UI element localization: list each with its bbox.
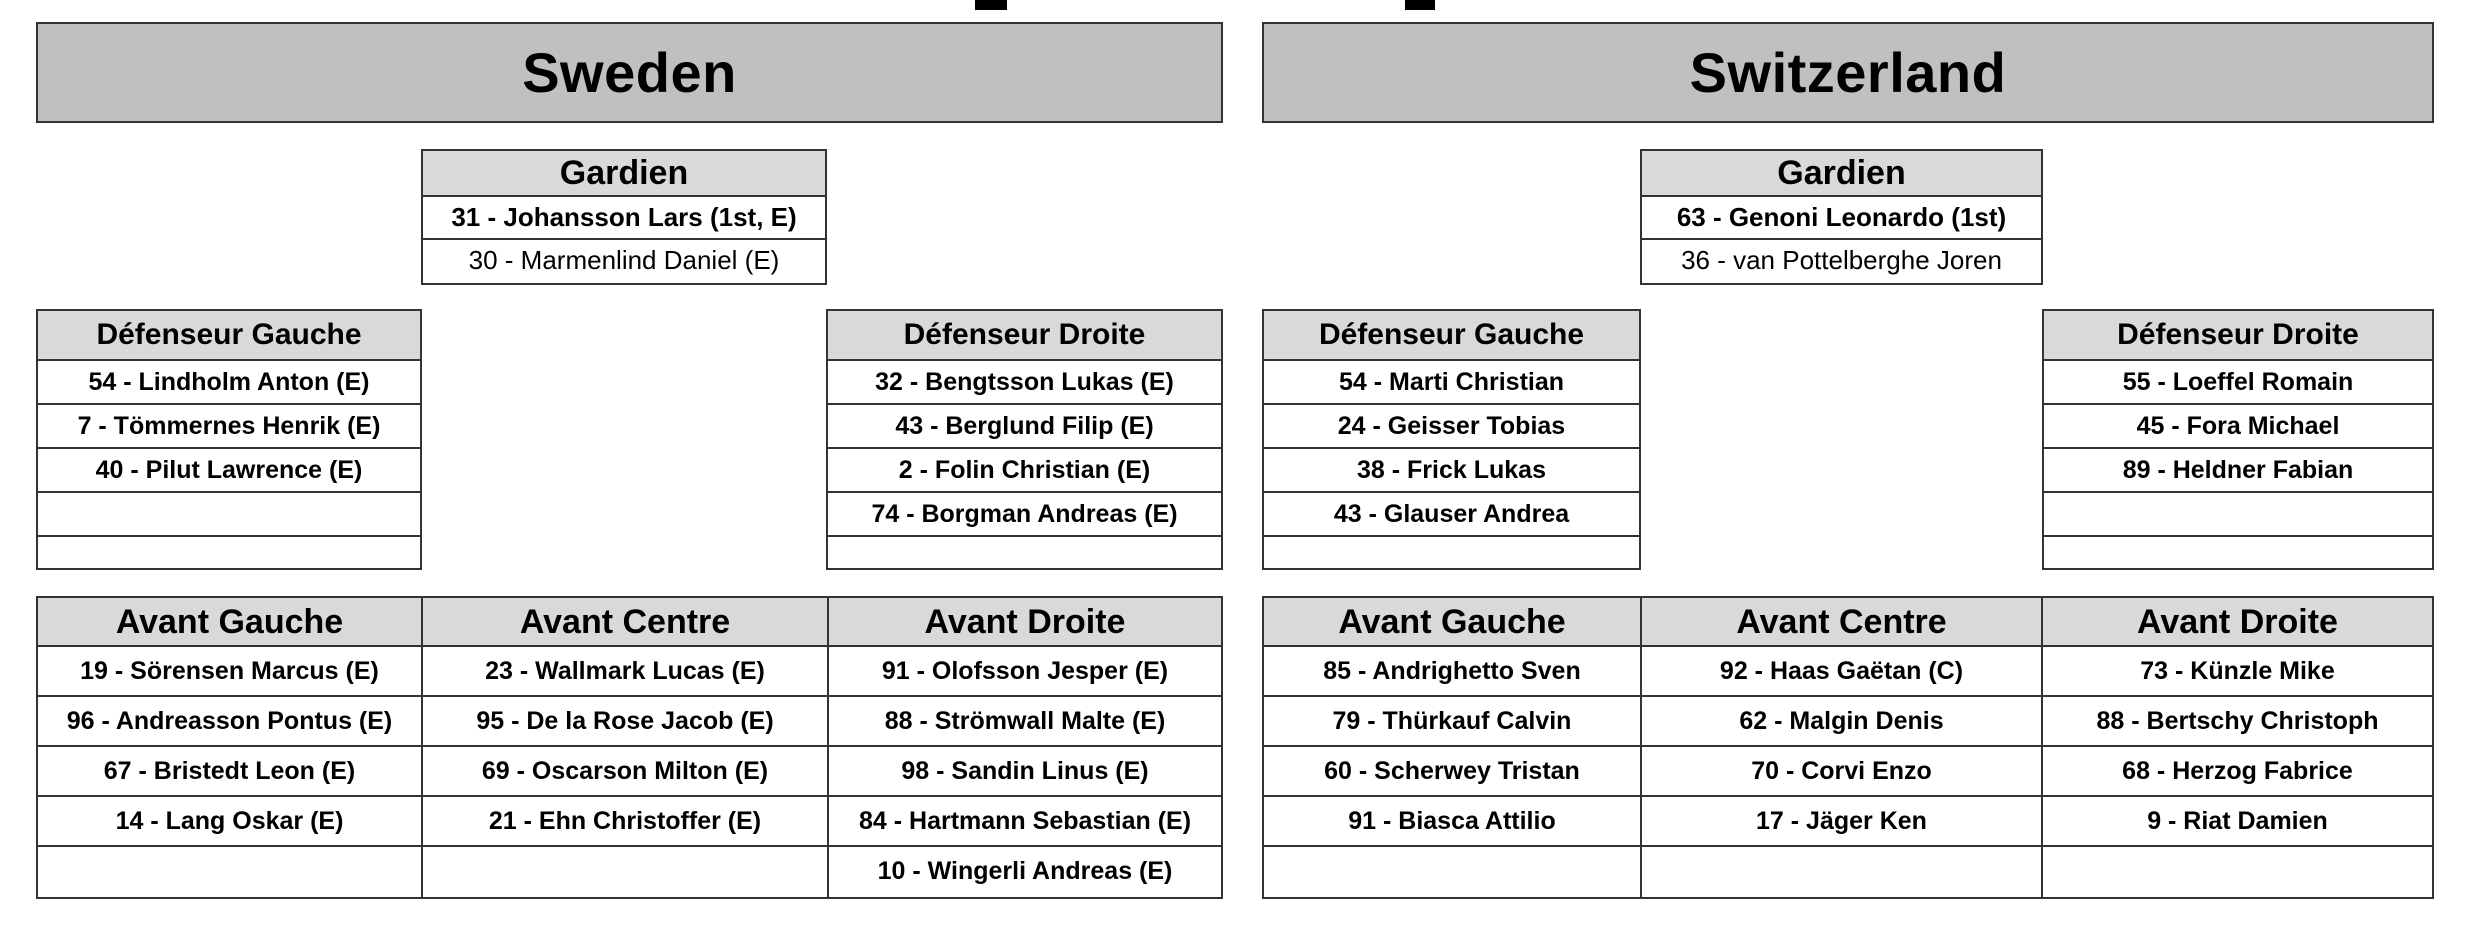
forwards-header: Avant Gauche (38, 598, 423, 647)
def-left-player: 43 - Glauser Andrea (1264, 493, 1639, 537)
def-right-player (2044, 537, 2432, 577)
def-right-title: Défenseur Droite (828, 311, 1221, 361)
def-left-player: 38 - Frick Lukas (1264, 449, 1639, 493)
forward-cell (1642, 847, 2043, 897)
forward-cell: 96 - Andreasson Pontus (E) (38, 697, 423, 747)
forwards-header: Avant Droite (829, 598, 1221, 647)
forward-cell: 23 - Wallmark Lucas (E) (423, 647, 829, 697)
def-right-player (828, 537, 1221, 577)
forward-cell: 92 - Haas Gaëtan (C) (1642, 647, 2043, 697)
forward-cell: 79 - Thürkauf Calvin (1264, 697, 1642, 747)
goalie-title: Gardien (1642, 151, 2041, 197)
forwards-header: Avant Droite (2043, 598, 2432, 647)
forwards-header: Avant Gauche (1264, 598, 1642, 647)
forward-cell: 17 - Jäger Ken (1642, 797, 2043, 847)
title-fragment (975, 0, 1007, 10)
forward-cell: 84 - Hartmann Sebastian (E) (829, 797, 1221, 847)
forward-cell (2043, 847, 2432, 897)
def-left-player: 7 - Tömmernes Henrik (E) (38, 405, 420, 449)
forward-cell (1264, 847, 1642, 897)
forward-cell (423, 847, 829, 897)
goalie-box-switzerland (1640, 149, 2043, 285)
goalie-player: 36 - van Pottelberghe Joren (1681, 245, 2002, 275)
forward-cell: 95 - De la Rose Jacob (E) (423, 697, 829, 747)
forward-cell: 91 - Olofsson Jesper (E) (829, 647, 1221, 697)
forward-cell: 10 - Wingerli Andreas (E) (877, 857, 1173, 885)
forward-cell: 69 - Oscarson Milton (E) (423, 747, 829, 797)
forward-cell: 19 - Sörensen Marcus (E) (38, 647, 423, 697)
forward-cell: 70 - Corvi Enzo (1642, 747, 2043, 797)
def-left-box-sweden (36, 309, 422, 570)
goalie-player: 31 - Johansson Lars (1st, E) (423, 197, 825, 240)
forward-cell: 85 - Andrighetto Sven (1264, 647, 1642, 697)
forwards-table-switzerland (1262, 596, 2434, 899)
title-fragment (1405, 0, 1435, 10)
forward-cell: 14 - Lang Oskar (E) (38, 797, 423, 847)
def-left-player: 54 - Lindholm Anton (E) (38, 361, 420, 405)
goalie-player: 63 - Genoni Leonardo (1st) (1642, 197, 2041, 240)
def-right-player: 43 - Berglund Filip (E) (828, 405, 1221, 449)
def-right-title: Défenseur Droite (2044, 311, 2432, 361)
def-right-player: 2 - Folin Christian (E) (828, 449, 1221, 493)
def-right-player (2044, 493, 2432, 537)
forward-cell: 9 - Riat Damien (2043, 797, 2432, 847)
def-left-player: 54 - Marti Christian (1264, 361, 1639, 405)
team-header-switzerland: Switzerland (1262, 22, 2434, 123)
forward-cell: 88 - Strömwall Malte (E) (829, 697, 1221, 747)
def-left-player (38, 493, 420, 537)
def-left-player (38, 537, 420, 577)
def-left-player: 40 - Pilut Lawrence (E) (38, 449, 420, 493)
goalie-title: Gardien (423, 151, 825, 197)
def-left-title: Défenseur Gauche (1264, 311, 1639, 361)
forward-cell: 73 - Künzle Mike (2043, 647, 2432, 697)
def-left-box-switzerland (1262, 309, 1641, 570)
def-left-player: 24 - Geisser Tobias (1264, 405, 1639, 449)
def-right-box-sweden (826, 309, 1223, 570)
def-right-player: 55 - Loeffel Romain (2044, 361, 2432, 405)
forward-cell: 88 - Bertschy Christoph (2043, 697, 2432, 747)
forwards-table-sweden (36, 596, 1223, 899)
forwards-header: Avant Centre (1642, 598, 2043, 647)
def-left-player (1264, 537, 1639, 577)
def-right-player: 74 - Borgman Andreas (E) (828, 493, 1221, 537)
goalie-player: 30 - Marmenlind Daniel (E) (468, 245, 780, 275)
def-right-box-switzerland (2042, 309, 2434, 570)
forward-cell: 67 - Bristedt Leon (E) (38, 747, 423, 797)
forward-cell: 21 - Ehn Christoffer (E) (423, 797, 829, 847)
def-right-player: 32 - Bengtsson Lukas (E) (828, 361, 1221, 405)
forward-cell: 62 - Malgin Denis (1642, 697, 2043, 747)
def-left-title: Défenseur Gauche (38, 311, 420, 361)
team-header-sweden: Sweden (36, 22, 1223, 123)
forward-cell: 98 - Sandin Linus (E) (829, 747, 1221, 797)
def-right-player: 45 - Fora Michael (2044, 405, 2432, 449)
forwards-header: Avant Centre (423, 598, 829, 647)
forward-cell: 91 - Biasca Attilio (1264, 797, 1642, 847)
forward-cell (38, 847, 423, 897)
forward-cell: 68 - Herzog Fabrice (2043, 747, 2432, 797)
def-right-player: 89 - Heldner Fabian (2044, 449, 2432, 493)
forward-cell: 60 - Scherwey Tristan (1264, 747, 1642, 797)
goalie-box-sweden (421, 149, 827, 285)
